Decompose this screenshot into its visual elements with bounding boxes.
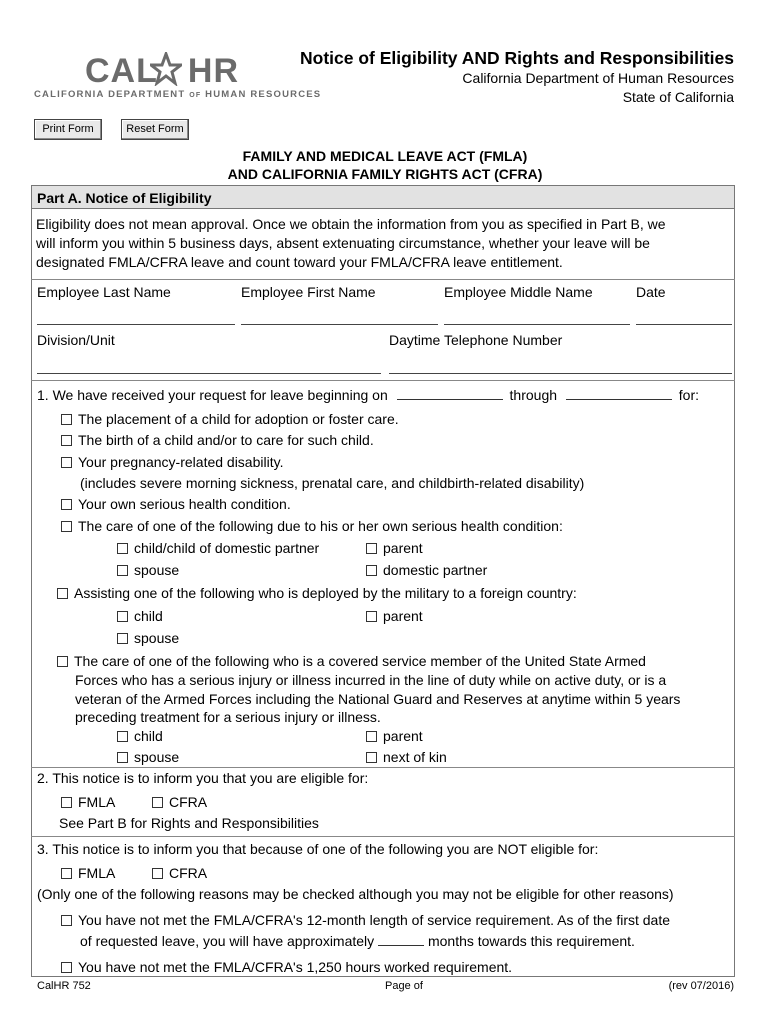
child-domestic-option[interactable]: child/child of domestic partner <box>117 539 319 557</box>
checkbox[interactable] <box>117 565 128 576</box>
q2-cfra-option[interactable]: CFRA <box>152 793 207 811</box>
logo-subtitle: CALIFORNIA DEPARTMENT OF HUMAN RESOURCES <box>34 89 322 100</box>
leave-end-field[interactable] <box>566 385 672 400</box>
part-a-title: Part A. Notice of Eligibility <box>37 190 212 206</box>
own-condition-option[interactable]: Your own serious health condition. <box>61 495 291 513</box>
divider <box>31 279 735 280</box>
last-name-field[interactable] <box>37 324 235 325</box>
logo-text: CAL HR <box>85 52 239 90</box>
checkbox[interactable] <box>61 435 72 446</box>
q3-fmla-option[interactable]: FMLA <box>61 864 115 882</box>
q3-cfra-option[interactable]: CFRA <box>152 864 207 882</box>
checkbox[interactable] <box>117 752 128 763</box>
revision-date: (rev 07/2016) <box>668 980 734 992</box>
part-a-intro: Eligibility does not mean approval. Once we obtain the information from you as specified in Part B, we will inform you within 5 business days, absent extenuating circumstance, whether your leave will be designated FMLA/CFRA leave and count toward your FMLA/CFRA leave entitlement. <box>36 216 666 270</box>
first-name-label: Employee First Name <box>241 284 376 300</box>
checkbox[interactable] <box>117 633 128 644</box>
last-name-label: Employee Last Name <box>37 284 171 300</box>
next-of-kin-option[interactable]: next of kin <box>366 748 447 766</box>
page-number: Page of <box>385 980 423 992</box>
checkbox[interactable] <box>117 543 128 554</box>
first-name-field[interactable] <box>241 324 438 325</box>
calhr-logo <box>30 48 322 108</box>
checkbox[interactable] <box>152 797 163 808</box>
print-form-button[interactable]: Print Form <box>34 119 102 140</box>
divider <box>31 836 735 837</box>
form-frame <box>31 185 735 977</box>
q2-see-part-b: See Part B for Rights and Responsibilities <box>59 815 319 831</box>
covered-member-option[interactable]: The care of one of the following who is a covered service member of the United State Armed <box>57 652 646 670</box>
document-title: Notice of Eligibility AND Rights and Responsibilities <box>300 48 734 68</box>
q2-fmla-option[interactable]: FMLA <box>61 793 115 811</box>
q3-lead: 3. This notice is to inform you that because of one of the following you are NOT eligible for: <box>37 841 599 857</box>
checkbox[interactable] <box>61 868 72 879</box>
checkbox[interactable] <box>61 962 72 973</box>
covered-child-option[interactable]: child <box>117 727 163 745</box>
service-requirement-option[interactable]: You have not met the FMLA/CFRA's 12-month length of service requirement. As of the first date <box>61 911 670 929</box>
covered-spouse-option[interactable]: spouse <box>117 748 179 766</box>
care-family-option[interactable]: The care of one of the following due to his or her own serious health condition: <box>61 517 563 535</box>
leave-start-field[interactable] <box>397 385 503 400</box>
phone-field[interactable] <box>389 373 732 374</box>
logo-star-icon <box>150 52 182 86</box>
checkbox[interactable] <box>366 543 377 554</box>
hours-requirement-option[interactable]: You have not met the FMLA/CFRA's 1,250 hours worked requirement. <box>61 958 512 976</box>
spouse-option[interactable]: spouse <box>117 561 179 579</box>
act-title-line-1: FAMILY AND MEDICAL LEAVE ACT (FMLA) <box>242 148 528 164</box>
checkbox[interactable] <box>366 731 377 742</box>
checkbox[interactable] <box>117 611 128 622</box>
checkbox[interactable] <box>57 588 68 599</box>
domestic-partner-option[interactable]: domestic partner <box>366 561 487 579</box>
form-id: CalHR 752 <box>37 980 91 992</box>
military-spouse-option[interactable]: spouse <box>117 629 179 647</box>
military-assist-option[interactable]: Assisting one of the following who is deployed by the military to a foreign country: <box>57 584 577 602</box>
division-field[interactable] <box>37 373 381 374</box>
adoption-option[interactable]: The placement of a child for adoption or foster care. <box>61 410 399 428</box>
checkbox[interactable] <box>61 414 72 425</box>
divider <box>31 767 735 768</box>
service-months-line: of requested leave, you will have approximately months towards this requirement. <box>80 933 635 949</box>
checkbox[interactable] <box>152 868 163 879</box>
military-parent-option[interactable]: parent <box>366 607 423 625</box>
middle-name-label: Employee Middle Name <box>444 284 593 300</box>
checkbox[interactable] <box>366 752 377 763</box>
state-name: State of California <box>622 89 734 105</box>
months-field[interactable] <box>378 931 424 946</box>
checkbox[interactable] <box>61 915 72 926</box>
date-label: Date <box>636 284 666 300</box>
checkbox[interactable] <box>61 457 72 468</box>
middle-name-field[interactable] <box>444 324 630 325</box>
parent-option[interactable]: parent <box>366 539 423 557</box>
checkbox[interactable] <box>61 499 72 510</box>
q2-lead: 2. This notice is to inform you that you are eligible for: <box>37 770 369 786</box>
reset-form-button[interactable]: Reset Form <box>121 119 189 140</box>
covered-text-4: preceding treatment for a serious injury or illness. <box>75 709 381 725</box>
covered-parent-option[interactable]: parent <box>366 727 423 745</box>
pregnancy-option[interactable]: Your pregnancy-related disability. <box>61 453 283 471</box>
q3-note: (Only one of the following reasons may be checked although you may not be eligible for other reasons) <box>37 886 674 902</box>
q1-lead: 1. We have received your request for leave beginning on through for: <box>37 387 700 403</box>
pregnancy-note: (includes severe morning sickness, prenatal care, and childbirth-related disability) <box>80 475 585 491</box>
military-child-option[interactable]: child <box>117 607 163 625</box>
date-field[interactable] <box>636 324 732 325</box>
checkbox[interactable] <box>366 611 377 622</box>
covered-text-3: veteran of the Armed Forces including the National Guard and Reserves at anytime within 5 years <box>75 691 681 707</box>
checkbox[interactable] <box>61 797 72 808</box>
division-label: Division/Unit <box>37 332 115 348</box>
department-name: California Department of Human Resources <box>462 70 734 86</box>
phone-label: Daytime Telephone Number <box>389 332 563 348</box>
birth-option[interactable]: The birth of a child and/or to care for such child. <box>61 431 374 449</box>
divider <box>31 380 735 381</box>
covered-text-2: Forces who has a serious injury or illness incurred in the line of duty while on active duty, or is a <box>75 672 667 688</box>
checkbox[interactable] <box>57 656 68 667</box>
checkbox[interactable] <box>61 521 72 532</box>
checkbox[interactable] <box>366 565 377 576</box>
act-title-line-2: AND CALIFORNIA FAMILY RIGHTS ACT (CFRA) <box>227 166 543 182</box>
checkbox[interactable] <box>117 731 128 742</box>
